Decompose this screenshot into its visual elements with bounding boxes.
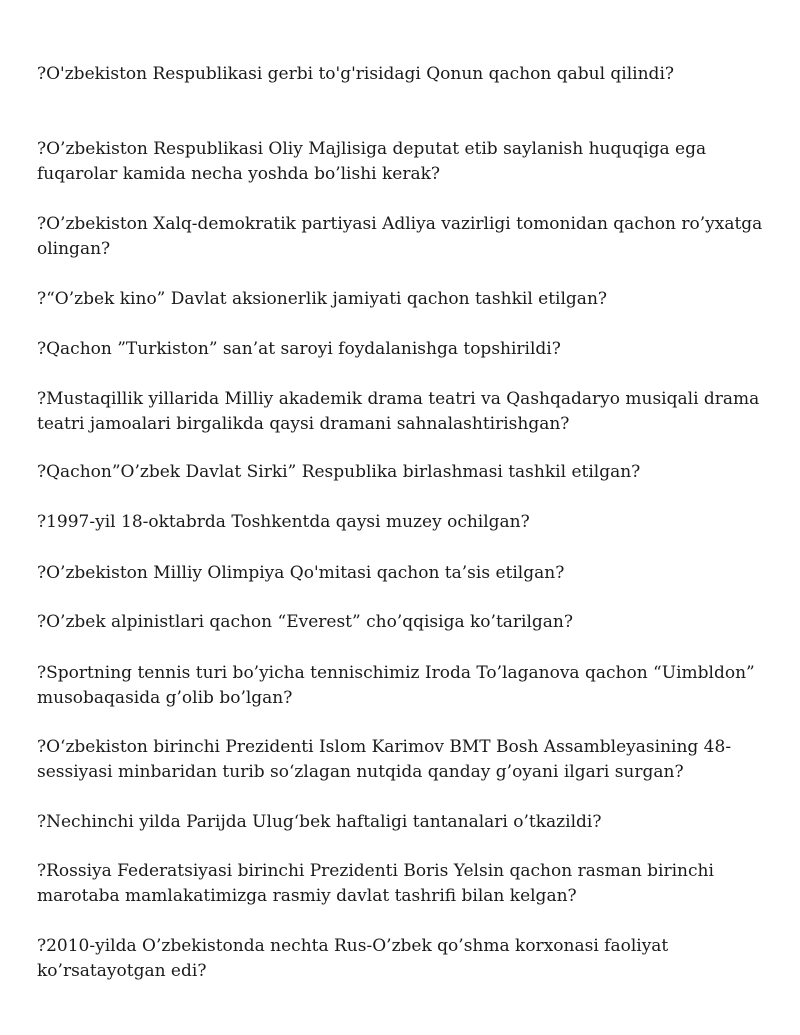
question-3: ?O’zbekiston Xalq-demokratik partiyasi Adliya vazirligi tomonidan qachon ro’yxatga olingan? <box>37 214 763 259</box>
question-14: ?Rossiya Federatsiyasi birinchi Prezidenti Boris Yelsin qachon rasman birinchi marotaba mamlakatimizga rasmiy davlat tashrifi bilan kelgan? <box>37 861 714 906</box>
question-9: ?O’zbekiston Milliy Olimpiya Qo'mitasi qachon ta’sis etilgan? <box>37 563 565 583</box>
question-13: ?Nechinchi yilda Parijda Ulug‘bek haftaligi tantanalari o’tkazildi? <box>37 812 602 832</box>
question-6: ?Mustaqillik yillarida Milliy akademik drama teatri va Qashqadaryo musiqali drama teatri jamoalari birgalikda qaysi dramani sahnalashtirishgan? <box>37 389 760 434</box>
question-2: ?O’zbekiston Respublikasi Oliy Majlisiga deputat etib saylanish huquqiga ega fuqarolar kamida necha yoshda bo’lishi kerak? <box>37 139 707 184</box>
question-4: ?“O’zbek kino” Davlat aksionerlik jamiyati qachon tashkil etilgan? <box>37 289 608 309</box>
question-1: ?O'zbekiston Respublikasi gerbi to'g'risidagi Qonun qachon qabul qilindi? <box>37 64 674 84</box>
question-11: ?Sportning tennis turi bo’yicha tennischimiz Iroda To’laganova qachon “Uimbldon” musobaqasida g’olib bo’lgan? <box>37 663 755 708</box>
question-10: ?O’zbek alpinistlari qachon “Everest” cho’qqisiga ko’tarilgan? <box>37 612 573 632</box>
question-8: ?1997-yil 18-oktabrda Toshkentda qaysi muzey ochilgan? <box>37 512 530 532</box>
question-12: ?O‘zbekiston birinchi Prezidenti Islom Karimov BMT Bosh Assambleyasining 48-sessiyasi minbaridan turib so‘zlagan nutqida qanday g’oyani ilgari surgan? <box>37 737 732 782</box>
question-5: ?Qachon ”Turkiston” san’at saroyi foydalanishga topshirildi? <box>37 339 561 359</box>
question-15: ?2010-yilda O’zbekistonda nechta Rus-O’zbek qo’shma korxonasi faoliyat ko’rsatayotgan edi? <box>37 936 669 981</box>
question-7: ?Qachon”O’zbek Davlat Sirki” Respublika birlashmasi tashkil etilgan? <box>37 462 641 482</box>
